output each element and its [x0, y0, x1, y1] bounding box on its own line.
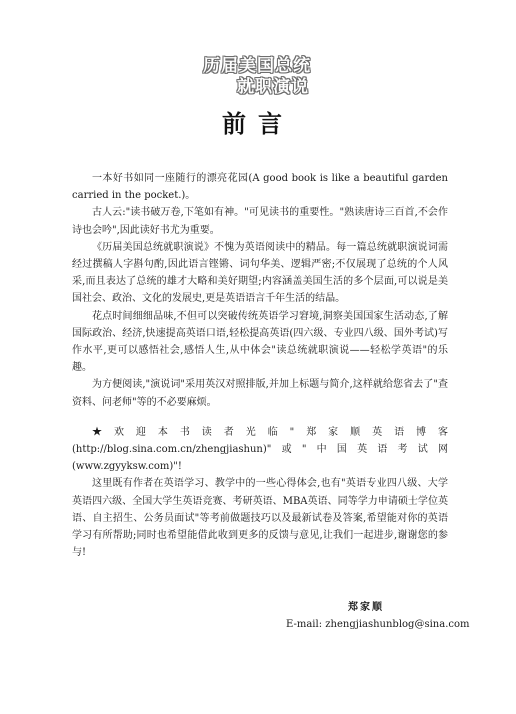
author-signature: 郑家顺: [348, 602, 384, 613]
series-title-line1: 历届美国总统: [203, 56, 311, 76]
page-title: 前言: [222, 109, 294, 138]
preface-body: [72, 170, 448, 561]
paragraph: 花点时间细细品味,不但可以突破传统英语学习窘境,洞察美国国家生活动态,了解国际政治、经济,快速提高英语口语,轻松提高英语(四六级、专业四八级、国外考试)写作水平,更可以感悟社会,感悟人生,从中体会"读总统就职演说——轻松学英语"的乐趣。: [72, 310, 448, 374]
paragraph: 一本好书如同一座随行的漂亮花园(A good book is like a beautiful garden carried in the pocket.)。: [72, 173, 448, 202]
paragraph: 这里既有作者在英语学习、教学中的一些心得体会,也有"英语专业四八级、大学英语四六级、全国大学生英语竞赛、考研英语、MBA英语、同等学力申请硕士学位英语、自主招生、公务员面试"等考前做题技巧以及最新试卷及答案,希望能对你的英语学习有所帮助;同时也希望能借此收到更多的反馈与意见,让我们一起进步,谢谢您的参与!: [72, 478, 448, 559]
blog-notice: ★欢迎本书读者光临"郑家顺英语博客(http://blog.sina.com.cn/zhengjiashun)"或"中国英语考试网(www.zgyyksw.com)"!: [72, 426, 448, 473]
series-title-line2: 就职演说: [237, 77, 309, 97]
paragraph: 古人云:"读书破万卷,下笔如有神。"可见读书的重要性。"熟读唐诗三百首,不会作诗也会吟",因此读好书尤为重要。: [72, 207, 448, 236]
paragraph: 为方便阅读,"演说词"采用英汉对照排版,并加上标题与简介,这样就给您省去了"查资料、问老师"等的不必要麻烦。: [72, 379, 448, 408]
paragraph: 《历届美国总统就职演说》不愧为英语阅读中的精品。每一篇总统就职演说词需经过撰稿人字斟句酌,因此语言铿锵、词句华美、逻辑严密;不仅展现了总统的个人风采,而且表达了总统的雄才大略和美好期望;内容涵盖美国生活的多个层面,可以说是美国社会、政治、文化的发展史,更是英语语言千年生活的结晶。: [72, 241, 448, 305]
author-email: E-mail: zhengjiashunblog@sina.com: [286, 619, 470, 630]
